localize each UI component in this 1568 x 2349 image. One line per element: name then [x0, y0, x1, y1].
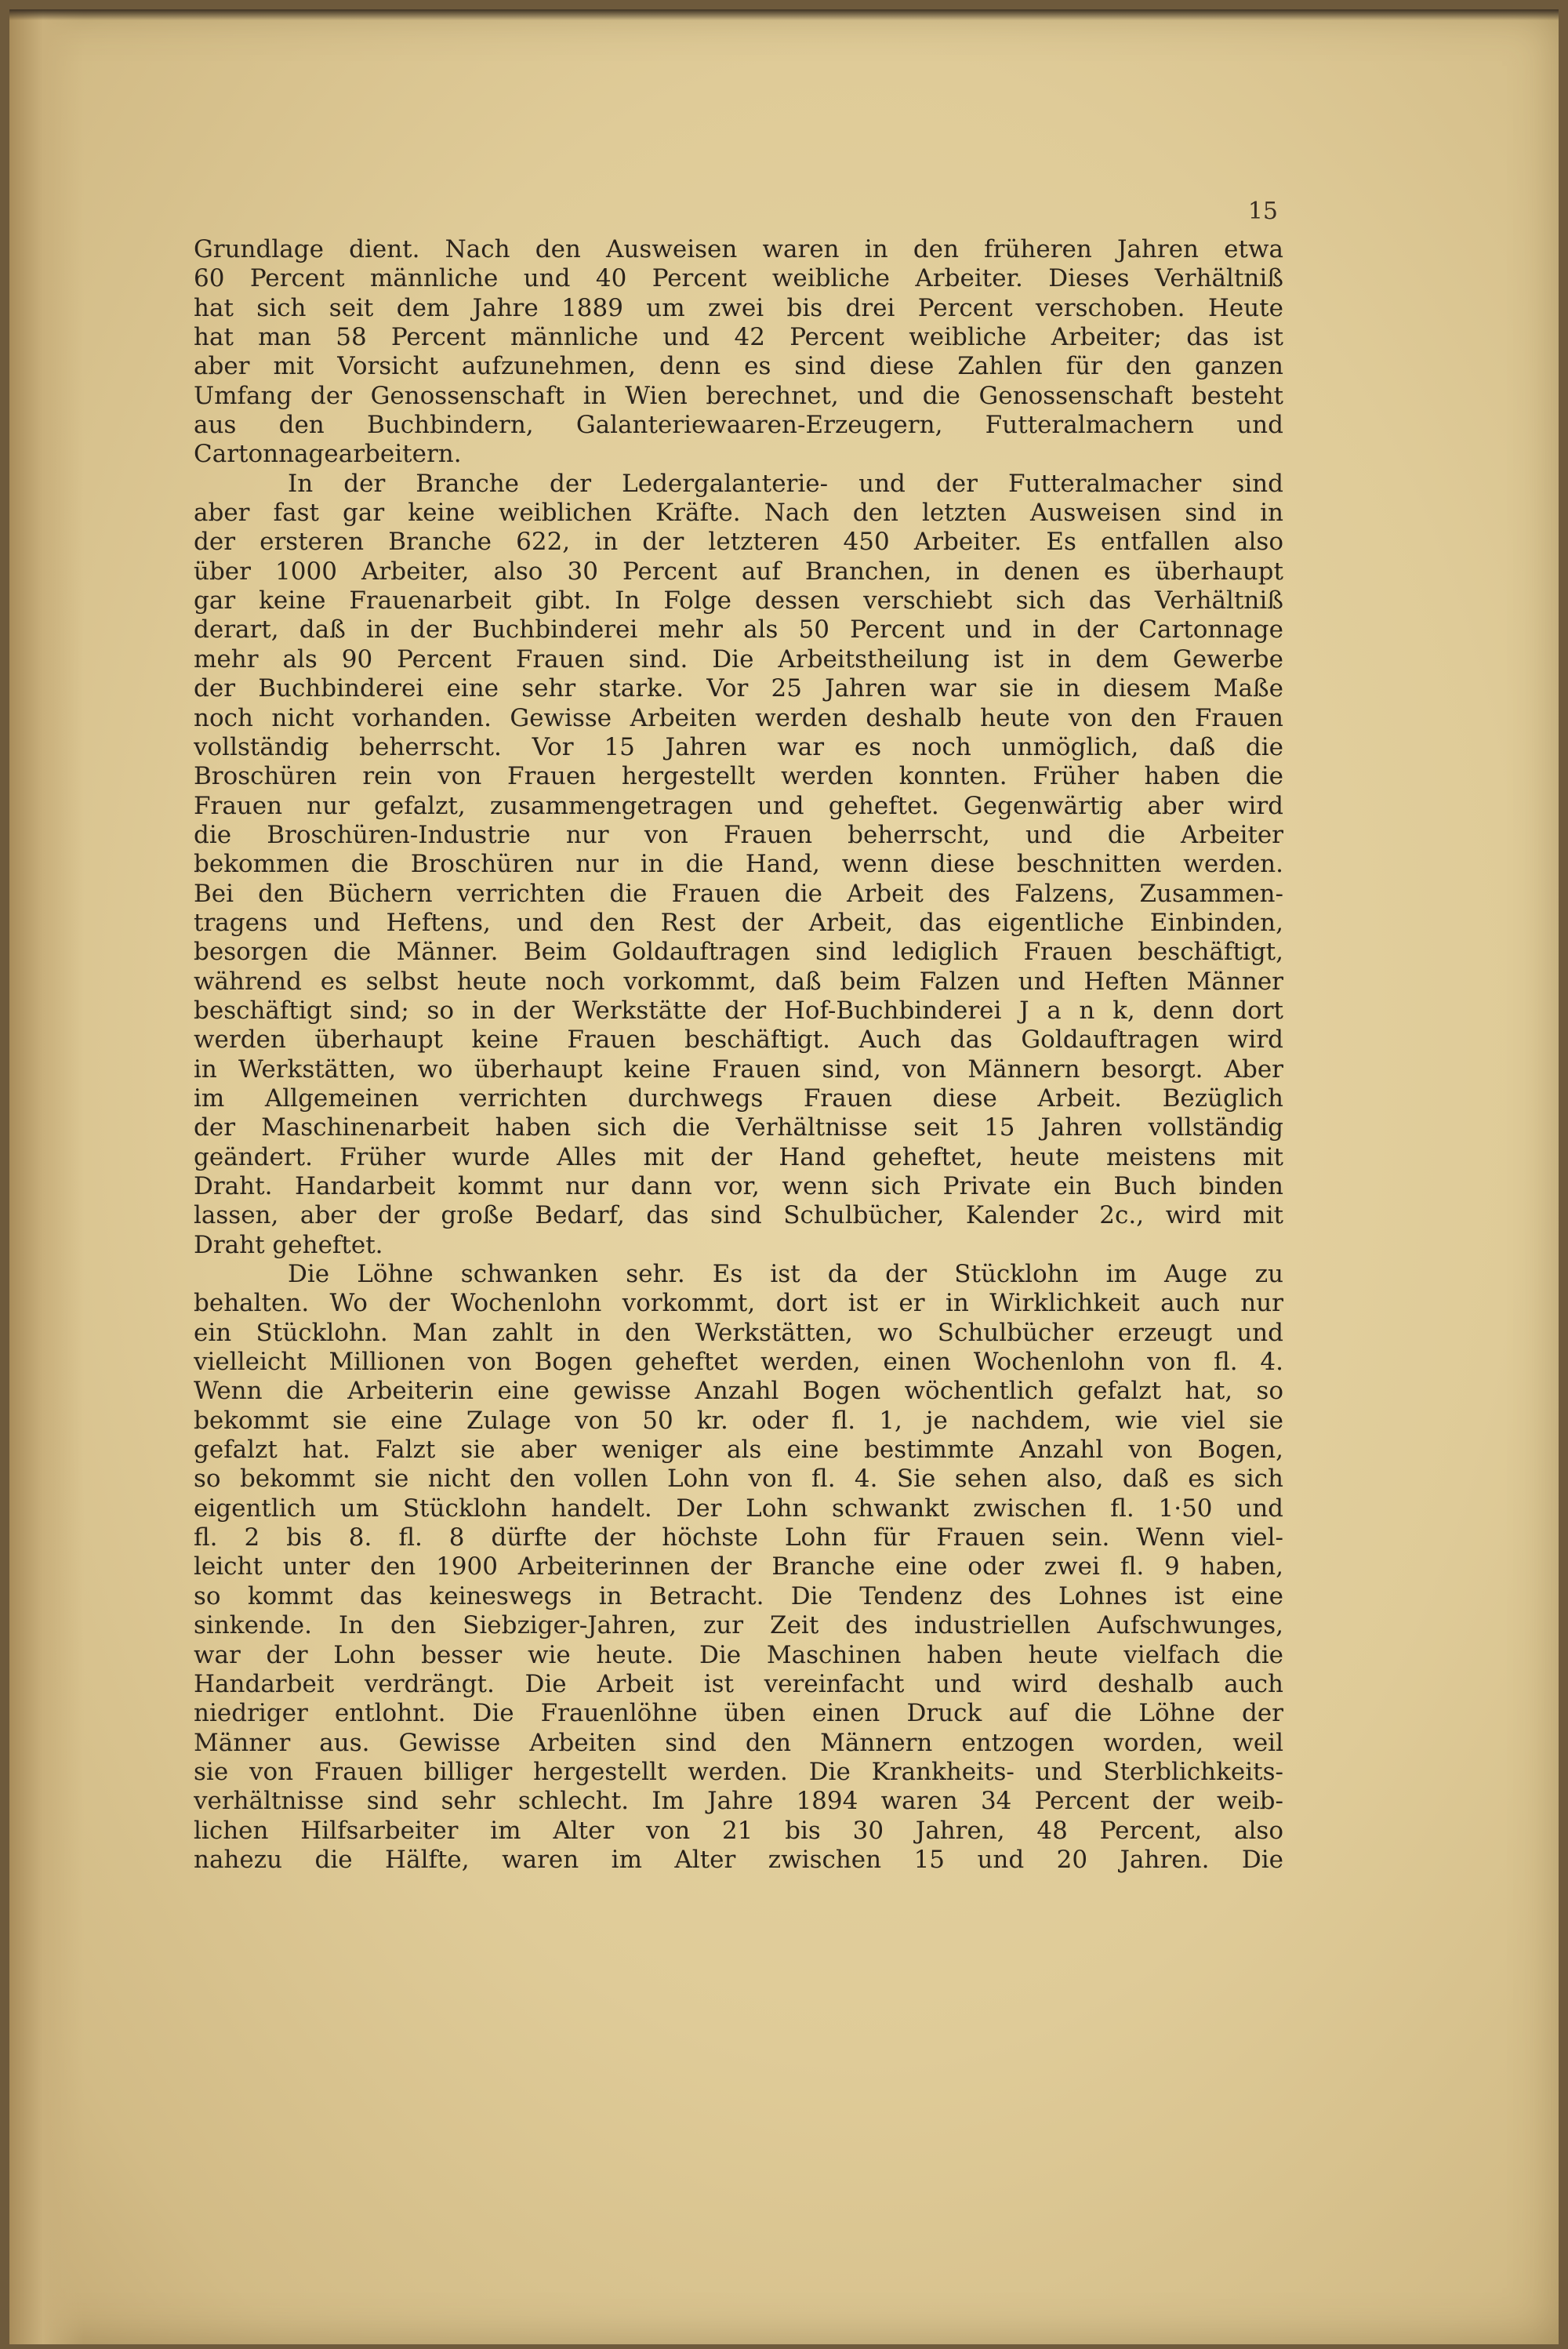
text-line: vollständig beherrscht. Vor 15 Jahren war es noch unmöglich, daß die: [194, 732, 1283, 761]
text-line: lichen Hilfsarbeiter im Alter von 21 bis 30 Jahren, 48 Percent, also: [194, 1816, 1283, 1845]
text-line: sie von Frauen billiger hergestellt werden. Die Krankheits- und Sterblichkeits-: [194, 1757, 1283, 1786]
text-line: aus den Buchbindern, Galanteriewaaren-Erzeugern, Futteralmachern und: [194, 411, 1283, 440]
text-line: noch nicht vorhanden. Gewisse Arbeiten werden deshalb heute von den Frauen: [194, 703, 1283, 732]
text-line: mehr als 90 Percent Frauen sind. Die Arbeitstheilung ist in dem Gewerbe: [194, 644, 1283, 673]
text-line: so kommt das keineswegs in Betracht. Die Tendenz des Lohnes ist eine: [194, 1581, 1283, 1610]
text-line: geändert. Früher wurde Alles mit der Hand geheftet, heute meistens mit: [194, 1142, 1283, 1171]
text-line: aber fast gar keine weiblichen Kräfte. Nach den letzten Ausweisen sind in: [194, 499, 1283, 528]
text-line: Grundlage dient. Nach den Ausweisen waren in den früheren Jahren etwa: [194, 235, 1283, 263]
text-line: Broschüren rein von Frauen hergestellt werden konnten. Früher haben die: [194, 762, 1283, 791]
book-page: [9, 9, 1559, 2344]
text-line: Frauen nur gefalzt, zusammengetragen und geheftet. Gegenwärtig aber wird: [194, 791, 1283, 820]
text-line: hat man 58 Percent männliche und 42 Percent weibliche Arbeiter; das ist: [194, 323, 1283, 352]
text-line: lassen, aber der große Bedarf, das sind Schulbücher, Kalender 2c., wird mit: [194, 1201, 1283, 1230]
text-line: beschäftigt sind; so in der Werkstätte der Hof-Buchbinderei J a n k, denn dort: [194, 996, 1283, 1025]
text-line: Bei den Büchern verrichten die Frauen die Arbeit des Falzens, Zusammen-: [194, 879, 1283, 908]
text-line: aber mit Vorsicht aufzunehmen, denn es sind diese Zahlen für den ganzen: [194, 352, 1283, 381]
text-line: fl. 2 bis 8. fl. 8 dürfte der höchste Lohn für Frauen sein. Wenn viel-: [194, 1523, 1283, 1552]
text-line: der ersteren Branche 622, in der letzteren 450 Arbeiter. Es entfallen also: [194, 528, 1283, 557]
text-line: über 1000 Arbeiter, also 30 Percent auf Branchen, in denen es überhaupt: [194, 557, 1283, 586]
text-line: behalten. Wo der Wochenlohn vorkommt, dort ist er in Wirklichkeit auch nur: [194, 1289, 1283, 1318]
text-line: sinkende. In den Siebziger-Jahren, zur Zeit des industriellen Aufschwunges,: [194, 1611, 1283, 1640]
text-line: Umfang der Genossenschaft in Wien berechnet, und die Genossenschaft besteht: [194, 381, 1283, 410]
text-line: bekommt sie eine Zulage von 50 kr. oder fl. 1, je nachdem, wie viel sie: [194, 1406, 1283, 1435]
page-number: 15: [1247, 198, 1278, 225]
text-line: so bekommt sie nicht den vollen Lohn von fl. 4. Sie sehen also, daß es sich: [194, 1465, 1283, 1494]
text-line: Handarbeit verdrängt. Die Arbeit ist vereinfacht und wird deshalb auch: [194, 1669, 1283, 1698]
text-line: nahezu die Hälfte, waren im Alter zwischen 15 und 20 Jahren. Die: [194, 1845, 1283, 1874]
text-line: Männer aus. Gewisse Arbeiten sind den Männern entzogen worden, weil: [194, 1728, 1283, 1757]
text-line: Die Löhne schwanken sehr. Es ist da der Stücklohn im Auge zu: [288, 1260, 1283, 1289]
text-line: Draht. Handarbeit kommt nur dann vor, wenn sich Private ein Buch binden: [194, 1172, 1283, 1200]
text-line: leicht unter den 1900 Arbeiterinnen der Branche eine oder zwei fl. 9 haben,: [194, 1552, 1283, 1581]
text-line: gefalzt hat. Falzt sie aber weniger als eine bestimmte Anzahl von Bogen,: [194, 1436, 1283, 1465]
text-line: im Allgemeinen verrichten durchwegs Frauen diese Arbeit. Bezüglich: [194, 1084, 1283, 1113]
text-line: ein Stücklohn. Man zahlt in den Werkstätten, wo Schulbücher erzeugt und: [194, 1318, 1283, 1347]
text-line: besorgen die Männer. Beim Goldauftragen sind lediglich Frauen beschäftigt,: [194, 938, 1283, 967]
text-line: bekommen die Broschüren nur in die Hand, wenn diese beschnitten werden.: [194, 850, 1283, 879]
page-top-edge: [9, 9, 1559, 20]
text-line: war der Lohn besser wie heute. Die Maschinen haben heute vielfach die: [194, 1640, 1283, 1669]
text-line: In der Branche der Ledergalanterie- und der Futteralmacher sind: [288, 469, 1283, 498]
text-line: werden überhaupt keine Frauen beschäftigt. Auch das Goldauftragen wird: [194, 1026, 1283, 1055]
page-gutter-shadow: [9, 9, 84, 2344]
text-line: Draht geheftet.: [194, 1230, 383, 1259]
text-line: verhältnisse sind sehr schlecht. Im Jahre 1894 waren 34 Percent der weib-: [194, 1787, 1283, 1816]
text-line: eigentlich um Stücklohn handelt. Der Lohn schwankt zwischen fl. 1·50 und: [194, 1494, 1283, 1523]
text-line: in Werkstätten, wo überhaupt keine Frauen sind, von Männern besorgt. Aber: [194, 1055, 1283, 1084]
text-line: tragens und Heftens, und den Rest der Arbeit, das eigentliche Einbinden,: [194, 908, 1283, 937]
text-line: Cartonnagearbeitern.: [194, 440, 462, 469]
text-line: der Buchbinderei eine sehr starke. Vor 25 Jahren war sie in diesem Maße: [194, 674, 1283, 703]
text-line: niedriger entlohnt. Die Frauenlöhne üben einen Druck auf die Löhne der: [194, 1699, 1283, 1728]
text-line: die Broschüren-Industrie nur von Frauen beherrscht, und die Arbeiter: [194, 820, 1283, 849]
text-line: Wenn die Arbeiterin eine gewisse Anzahl Bogen wöchentlich gefalzt hat, so: [194, 1377, 1283, 1406]
text-line: während es selbst heute noch vorkommt, daß beim Falzen und Heften Männer: [194, 967, 1283, 996]
text-line: vielleicht Millionen von Bogen geheftet werden, einen Wochenlohn von fl. 4.: [194, 1348, 1283, 1377]
text-line: derart, daß in der Buchbinderei mehr als 50 Percent und in der Cartonnage: [194, 615, 1283, 644]
text-line: 60 Percent männliche und 40 Percent weibliche Arbeiter. Dieses Verhältniß: [194, 264, 1283, 293]
body-text: [194, 235, 1283, 1875]
text-line: der Maschinenarbeit haben sich die Verhältnisse seit 15 Jahren vollständig: [194, 1113, 1283, 1142]
text-line: gar keine Frauenarbeit gibt. In Folge dessen verschiebt sich das Verhältniß: [194, 586, 1283, 615]
text-line: hat sich seit dem Jahre 1889 um zwei bis drei Percent verschoben. Heute: [194, 293, 1283, 322]
